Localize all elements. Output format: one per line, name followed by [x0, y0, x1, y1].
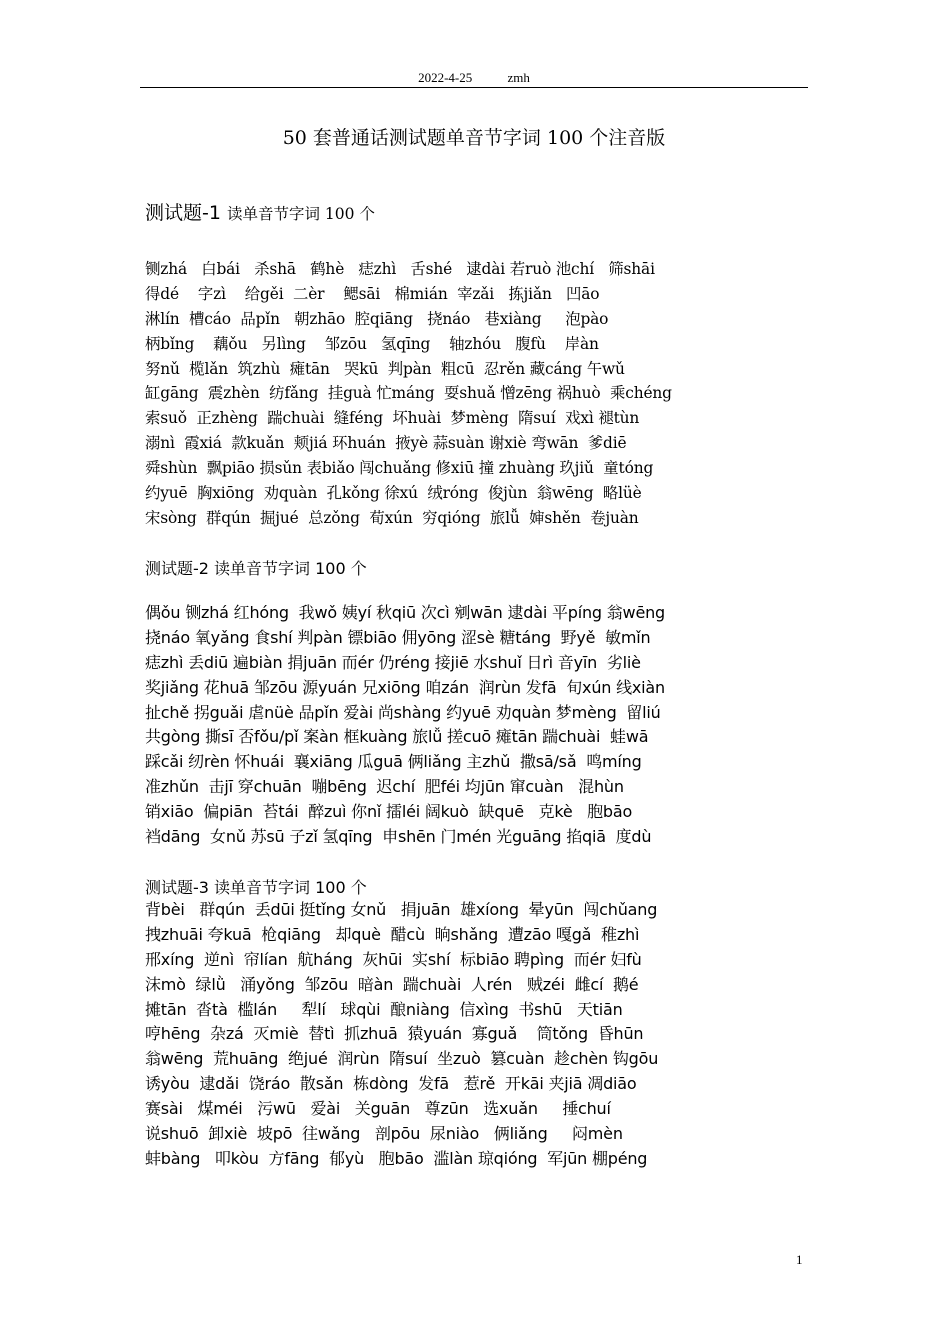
word-line: 溺nì 霞xiá 款kuǎn 颊jiá 环huán 掖yè 蒜suàn 谢xiè 弯wān 爹diē: [145, 434, 627, 453]
word-line: 得dé 字zì 给gěi 二èr 鳃sāi 棉mián 宰zǎi 拣jiǎn 凹āo: [145, 284, 600, 303]
word-line: 约yuē 胸xiōng 劝quàn 孔kǒng 徐xú 绒róng 俊jùn 翁wēng 略lüè: [145, 484, 642, 503]
word-line: 奖jiǎng 花huā 邹zōu 源yuán 兄xiōng 咱zán 润rùn 发fā 旬xún 线xiàn: [145, 677, 665, 697]
section-1-title: [145, 198, 813, 226]
word-line: 共gòng 撕sī 否fǒu/pǐ 案àn 框kuàng 旅lǚ 搓cuō 瘫tān 踹chuài 蛙wā: [145, 727, 649, 747]
header-date: 2022-4-25: [418, 70, 473, 85]
section-3-title: 测试题-3 读单音节字词 100 个: [145, 878, 367, 897]
word-line: 诱yòu 逮dǎi 饶ráo 散sǎn 栋dòng 发fā 惹rě 开kāi 夹jiā 凋diāo: [145, 1074, 637, 1094]
page-number: 1: [796, 1252, 803, 1267]
word-line: 宋sòng 群qún 掘jué 总zǒng 荀xún 穷qióng 旅lǚ 婶shěn 卷juàn: [145, 508, 639, 527]
word-line: 缸gāng 震zhèn 纺fǎng 挂guà 忙máng 耍shuǎ 憎zēng 祸huò 乘chéng: [145, 384, 672, 403]
word-line: 索suǒ 正zhèng 踹chuài 缝féng 坏huài 梦mèng 隋suí 戏xì 褪tùn: [145, 409, 640, 428]
header-divider: [140, 87, 808, 88]
word-line: 淋lín 槽cáo 品pǐn 朝zhāo 腔qiāng 挠náo 巷xiàng 泡pào: [145, 309, 609, 328]
word-line: 翁wēng 荒huāng 绝jué 润rùn 隋suí 坐zuò 篡cuàn 趁chèn 钩gōu: [145, 1049, 659, 1069]
document-title: 50 套普通话测试题单音节字词 100 个注音版: [282, 127, 666, 149]
word-line: 踩cǎi 纫rèn 怀huái 襄xiāng 瓜guā 俩liǎng 主zhǔ 撒sā/sǎ 鸣míng: [145, 752, 642, 772]
page-header: [140, 70, 808, 86]
word-line: 背bèi 群qún 丢dūi 挺tǐng 女nǔ 捐juān 雄xíong 晕yūn 闯chǔang: [145, 900, 658, 919]
word-line: 扯chě 拐guǎi 虐nüè 品pǐn 爱ài 尚shàng 约yuē 劝quàn 梦mèng 留liú: [145, 702, 661, 722]
word-line: 柄bǐng 藕ǒu 另lìng 邹zōu 氢qīng 轴zhóu 腹fù 岸àn: [145, 334, 599, 353]
section-3-words: [145, 898, 658, 1172]
word-line: 拽zhuāi 夸kuā 枪qiāng 却què 醋cù 晌shǎng 遭zāo 嘎gǎ 稚zhì: [145, 924, 640, 944]
test-section-3: [145, 875, 813, 1168]
word-line: 销xiāo 偏piān 苔tái 醉zuì 你nǐ 擂léi 阔kuò 缺quē 克kè 胞bāo: [145, 802, 633, 822]
word-line: 努nǔ 榄lǎn 筑zhù 瘫tān 哭kū 判pàn 粗cū 忍rěn 藏cáng 午wǔ: [145, 359, 625, 378]
word-line: 裆dāng 女nǔ 苏sū 子zǐ 氢qīng 申shēn 门mén 光guāng 掐qiā 度dù: [145, 827, 652, 847]
section-1-title-sub: 读单音节字词 100 个: [227, 205, 375, 223]
word-line: 哼hēng 杂zá 灭miè 替tì 抓zhuā 猿yuán 寡guǎ 筒tǒng 昏hūn: [145, 1024, 644, 1044]
section-2-words: [145, 601, 665, 850]
word-line: 偶ǒu 铡zhá 红hóng 我wǒ 姨yí 秋qiū 次cì 剜wān 逮dài 平píng 翁wēng: [145, 603, 665, 622]
word-line: 准zhǔn 击jī 穿chuān 嘣bēng 迟chí 肥féi 均jūn 窜cuàn 混hùn: [145, 777, 624, 797]
word-line: 舜shùn 飘piāo 损sǔn 表biǎo 闯chuǎng 修xiū 撞 zhuàng 玖jiǔ 童tóng: [145, 459, 654, 478]
word-line: 铡zhá 白bái 杀shā 鹤hè 痣zhì 舌shé 逮dài 若ruò 池chí 筛shāi: [145, 260, 655, 278]
word-line: 痣zhì 丢diū 遍biàn 捐juān 而ér 仍réng 接jiē 水shuǐ 日rì 音yīn 劣liè: [145, 652, 641, 672]
word-line: 说shuō 卸xiè 坡pō 往wǎng 剖pōu 尿niào 俩liǎng 闷mèn: [145, 1124, 623, 1144]
word-line: 邢xíng 逆nì 帘lían 航háng 灰hūi 实shí 标biāo 聘pìng 而ér 妇fù: [145, 949, 642, 969]
word-line: 蚌bàng 叩kòu 方fāng 郁yù 胞bāo 滥làn 琼qióng 军jūn 棚péng: [145, 1148, 648, 1168]
test-section-1: [145, 198, 813, 527]
test-section-2: [145, 556, 813, 847]
section-1-title-main: 测试题-1: [145, 202, 221, 224]
word-line: 摊tān 沓tà 槛lán 犁lí 球qùi 酿niàng 信xìng 书shū 天tiān: [145, 999, 623, 1019]
word-line: 赛sài 煤méi 污wū 爱ài 关guān 尊zūn 选xuǎn 捶chuí: [145, 1099, 611, 1119]
word-line: 挠náo 氧yǎng 食shí 判pàn 镖biāo 佣yōng 涩sè 糖táng 野yě 敏mǐn: [145, 627, 651, 647]
section-1-words: [145, 257, 672, 531]
header-author: zmh: [507, 70, 530, 85]
section-2-title: 测试题-2 读单音节字词 100 个: [145, 559, 367, 578]
word-line: 沫mò 绿lǜ 涌yǒng 邹zōu 暗àn 踹chuài 人rén 贼zéi 雌cí 鹅é: [145, 974, 639, 994]
